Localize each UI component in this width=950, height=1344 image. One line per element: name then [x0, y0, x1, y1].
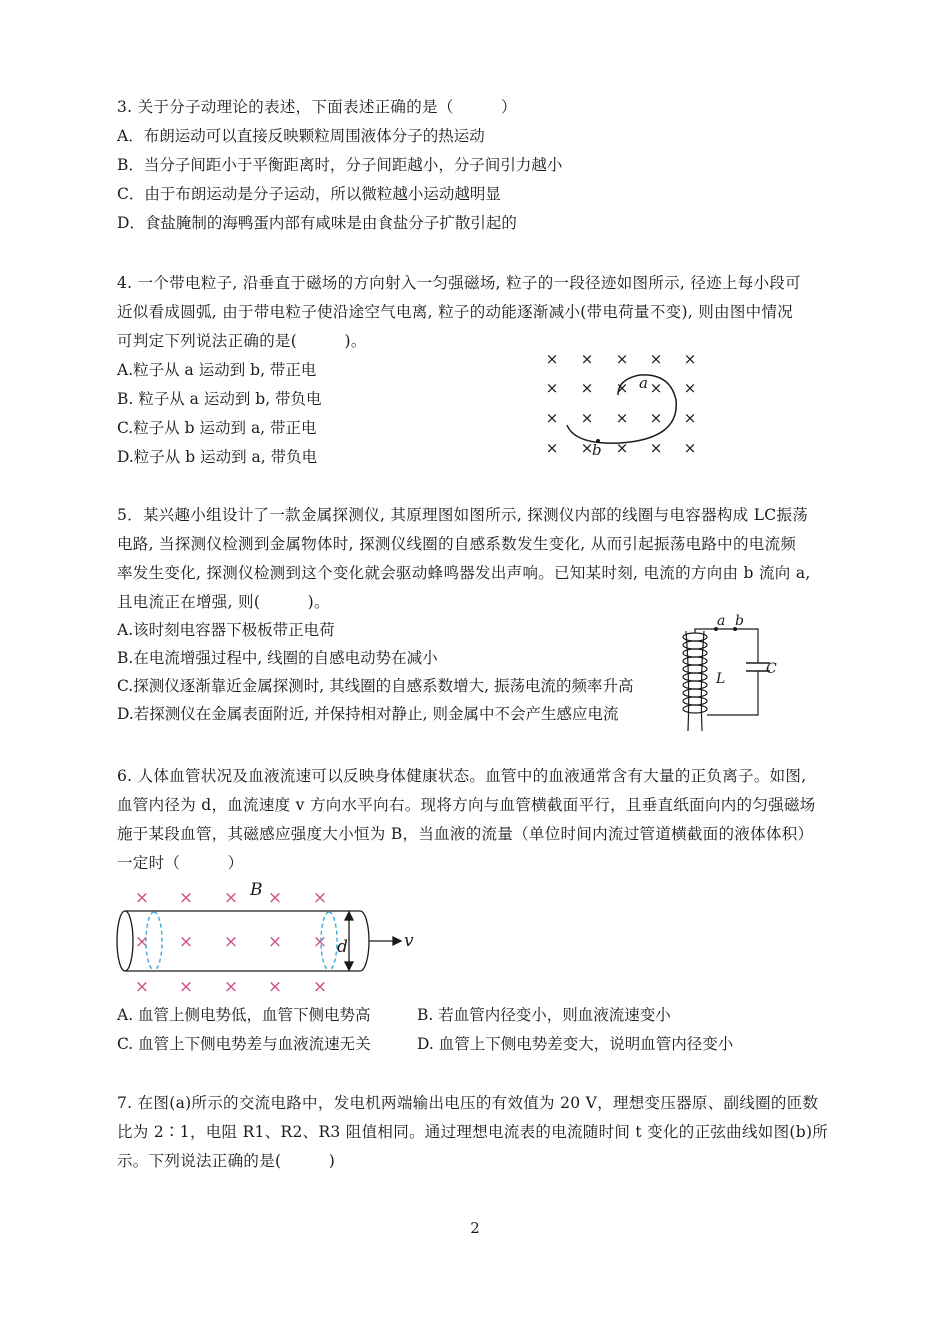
field-cross: ×: [615, 439, 629, 457]
field-cross: ×: [615, 409, 629, 427]
field-cross: ×: [178, 932, 194, 952]
q5-option-d: D.若探测仪在金属表面附近, 并保持相对静止, 则金属中不会产生感应电流: [117, 705, 619, 723]
q6-option-b: B. 若血管内径变小，则血液流速变小: [417, 1006, 671, 1024]
q6-stem-line-4: 一定时（ ）: [117, 854, 244, 872]
field-cross: ×: [223, 977, 239, 997]
q7-stem-line-3: 示。下列说法正确的是( ): [117, 1152, 336, 1170]
field-cross: ×: [223, 888, 239, 908]
field-cross: ×: [683, 409, 697, 427]
field-cross: ×: [134, 977, 150, 997]
q6-option-a: A. 血管上侧电势低，血管下侧电势高: [117, 1006, 371, 1024]
q4-stem-line-1: 4. 一个带电粒子, 沿垂直于磁场的方向射入一匀强磁场, 粒子的一段径迹如图所示, 径迹上每小段可: [117, 274, 801, 292]
field-cross: ×: [649, 439, 663, 457]
lc-circuit-figure: [678, 613, 783, 733]
q3-option-c: C．由于布朗运动是分子运动，所以微粒越小运动越明显: [117, 185, 501, 203]
q5-option-a: A.该时刻电容器下极板带正电荷: [117, 621, 335, 639]
q6-stem-line-3: 施于某段血管，其磁感应强度大小恒为 B，当血液的流量（单位时间内流过管道横截面的液体体积）: [117, 825, 814, 843]
field-cross: ×: [134, 932, 150, 952]
q4-option-a: A.粒子从 a 运动到 b, 带正电: [117, 361, 317, 379]
diameter-arrow-head-top: [345, 912, 353, 920]
magnetic-field-trajectory-figure: [540, 345, 710, 460]
q4-option-d: D.粒子从 b 运动到 a, 带负电: [117, 448, 318, 466]
field-cross: ×: [580, 409, 594, 427]
q5-stem-line-3: 率发生变化, 探测仪检测到这个变化就会驱动蜂鸣器发出声响。已知某时刻, 电流的方向由 b 流向 a,: [117, 564, 811, 582]
q5-option-b: B.在电流增强过程中, 线圈的自感电动势在减小: [117, 649, 438, 667]
field-cross: ×: [312, 932, 328, 952]
label-B: B: [250, 880, 263, 900]
field-cross: ×: [683, 439, 697, 457]
cross-section-right-back: [329, 912, 337, 970]
field-cross: ×: [545, 379, 559, 397]
field-cross: ×: [615, 350, 629, 368]
coil-core-right: [701, 631, 704, 731]
q3-stem: 3. 关于分子动理论的表述，下面表述正确的是（ ）: [117, 98, 517, 116]
field-cross: ×: [267, 932, 283, 952]
label-a: a: [639, 374, 648, 392]
field-cross: ×: [545, 439, 559, 457]
label-C: C: [766, 661, 777, 677]
wire-bottom: [707, 671, 758, 715]
blood-vessel-figure: [112, 878, 422, 998]
q7-stem-line-2: 比为 2∶1，电阻 R1、R2、R3 阻值相同。通过理想电流表的电流随时间 t 变化的正弦曲线如图(b)所: [117, 1123, 829, 1141]
coil-core-left: [686, 631, 689, 731]
field-cross: ×: [178, 888, 194, 908]
q5-stem-line-1: 5．某兴趣小组设计了一款金属探测仪, 其原理图如图所示, 探测仪内部的线圈与电容器构成 LC振荡: [117, 506, 809, 524]
diameter-arrow-head-bottom: [345, 962, 353, 970]
field-cross: ×: [649, 409, 663, 427]
field-cross: ×: [312, 888, 328, 908]
label-v: v: [404, 931, 414, 951]
label-a: a: [717, 613, 726, 629]
field-cross: ×: [312, 977, 328, 997]
q6-option-c: C. 血管上下侧电势差与血液流速无关: [117, 1035, 371, 1053]
q5-stem-line-2: 电路, 当探测仪检测到金属物体时, 探测仪线圈的自感系数发生变化, 从而引起振荡电路中的电流频: [117, 535, 797, 553]
field-cross: ×: [580, 350, 594, 368]
q4-option-b: B. 粒子从 a 运动到 b, 带负电: [117, 390, 322, 408]
field-cross: ×: [545, 350, 559, 368]
field-cross: ×: [223, 932, 239, 952]
q5-stem-line-4: 且电流正在增强, 则( )。: [117, 593, 330, 611]
field-cross: ×: [580, 379, 594, 397]
q6-option-d: D. 血管上下侧电势差变大，说明血管内径变小: [417, 1035, 734, 1053]
q4-stem-line-3: 可判定下列说法正确的是( )。: [117, 332, 367, 350]
q4-stem-line-2: 近似看成圆弧, 由于带电粒子使沿途空气电离, 粒子的动能逐渐减小(带电荷量不变), 则由图中情况: [117, 303, 794, 321]
velocity-arrow-head: [393, 937, 401, 945]
field-cross: ×: [267, 977, 283, 997]
field-cross: ×: [615, 379, 629, 397]
field-cross: ×: [683, 350, 697, 368]
q6-stem-line-1: 6. 人体血管状况及血液流速可以反映身体健康状态。血管中的血液通常含有大量的正负离子。如图,: [117, 767, 807, 785]
field-cross: ×: [649, 350, 663, 368]
label-d: d: [337, 937, 348, 957]
label-L: L: [716, 671, 726, 687]
field-cross: ×: [267, 888, 283, 908]
q3-option-b: B．当分子间距小于平衡距离时，分子间距越小，分子间引力越小: [117, 156, 563, 174]
q5-option-c: C.探测仪逐渐靠近金属探测时, 其线圈的自感系数增大, 振荡电流的频率升高: [117, 677, 634, 695]
vessel-left-end: [117, 911, 133, 971]
cross-section-left-back: [154, 912, 162, 970]
field-cross: ×: [178, 977, 194, 997]
field-cross: ×: [683, 379, 697, 397]
field-cross: ×: [134, 888, 150, 908]
field-cross: ×: [649, 379, 663, 397]
field-cross: ×: [580, 439, 594, 457]
q3-option-d: D．食盐腌制的海鸭蛋内部有咸味是由食盐分子扩散引起的: [117, 214, 517, 232]
field-cross: ×: [545, 409, 559, 427]
q6-stem-line-2: 血管内径为 d，血流速度 v 方向水平向右。现将方向与血管横截面平行，且垂直纸面向内的匀强磁场: [117, 796, 816, 814]
q3-option-a: A．布朗运动可以直接反映颗粒周围液体分子的热运动: [117, 127, 485, 145]
q4-option-c: C.粒子从 b 运动到 a, 带正电: [117, 419, 317, 437]
label-b: b: [592, 441, 602, 459]
label-b: b: [735, 613, 744, 629]
page-number: 2: [470, 1219, 480, 1237]
vessel-right-end: [360, 911, 369, 971]
q7-stem-line-1: 7. 在图(a)所示的交流电路中，发电机两端输出电压的有效值为 20 V，理想变压器原、副线圈的匝数: [117, 1094, 819, 1112]
